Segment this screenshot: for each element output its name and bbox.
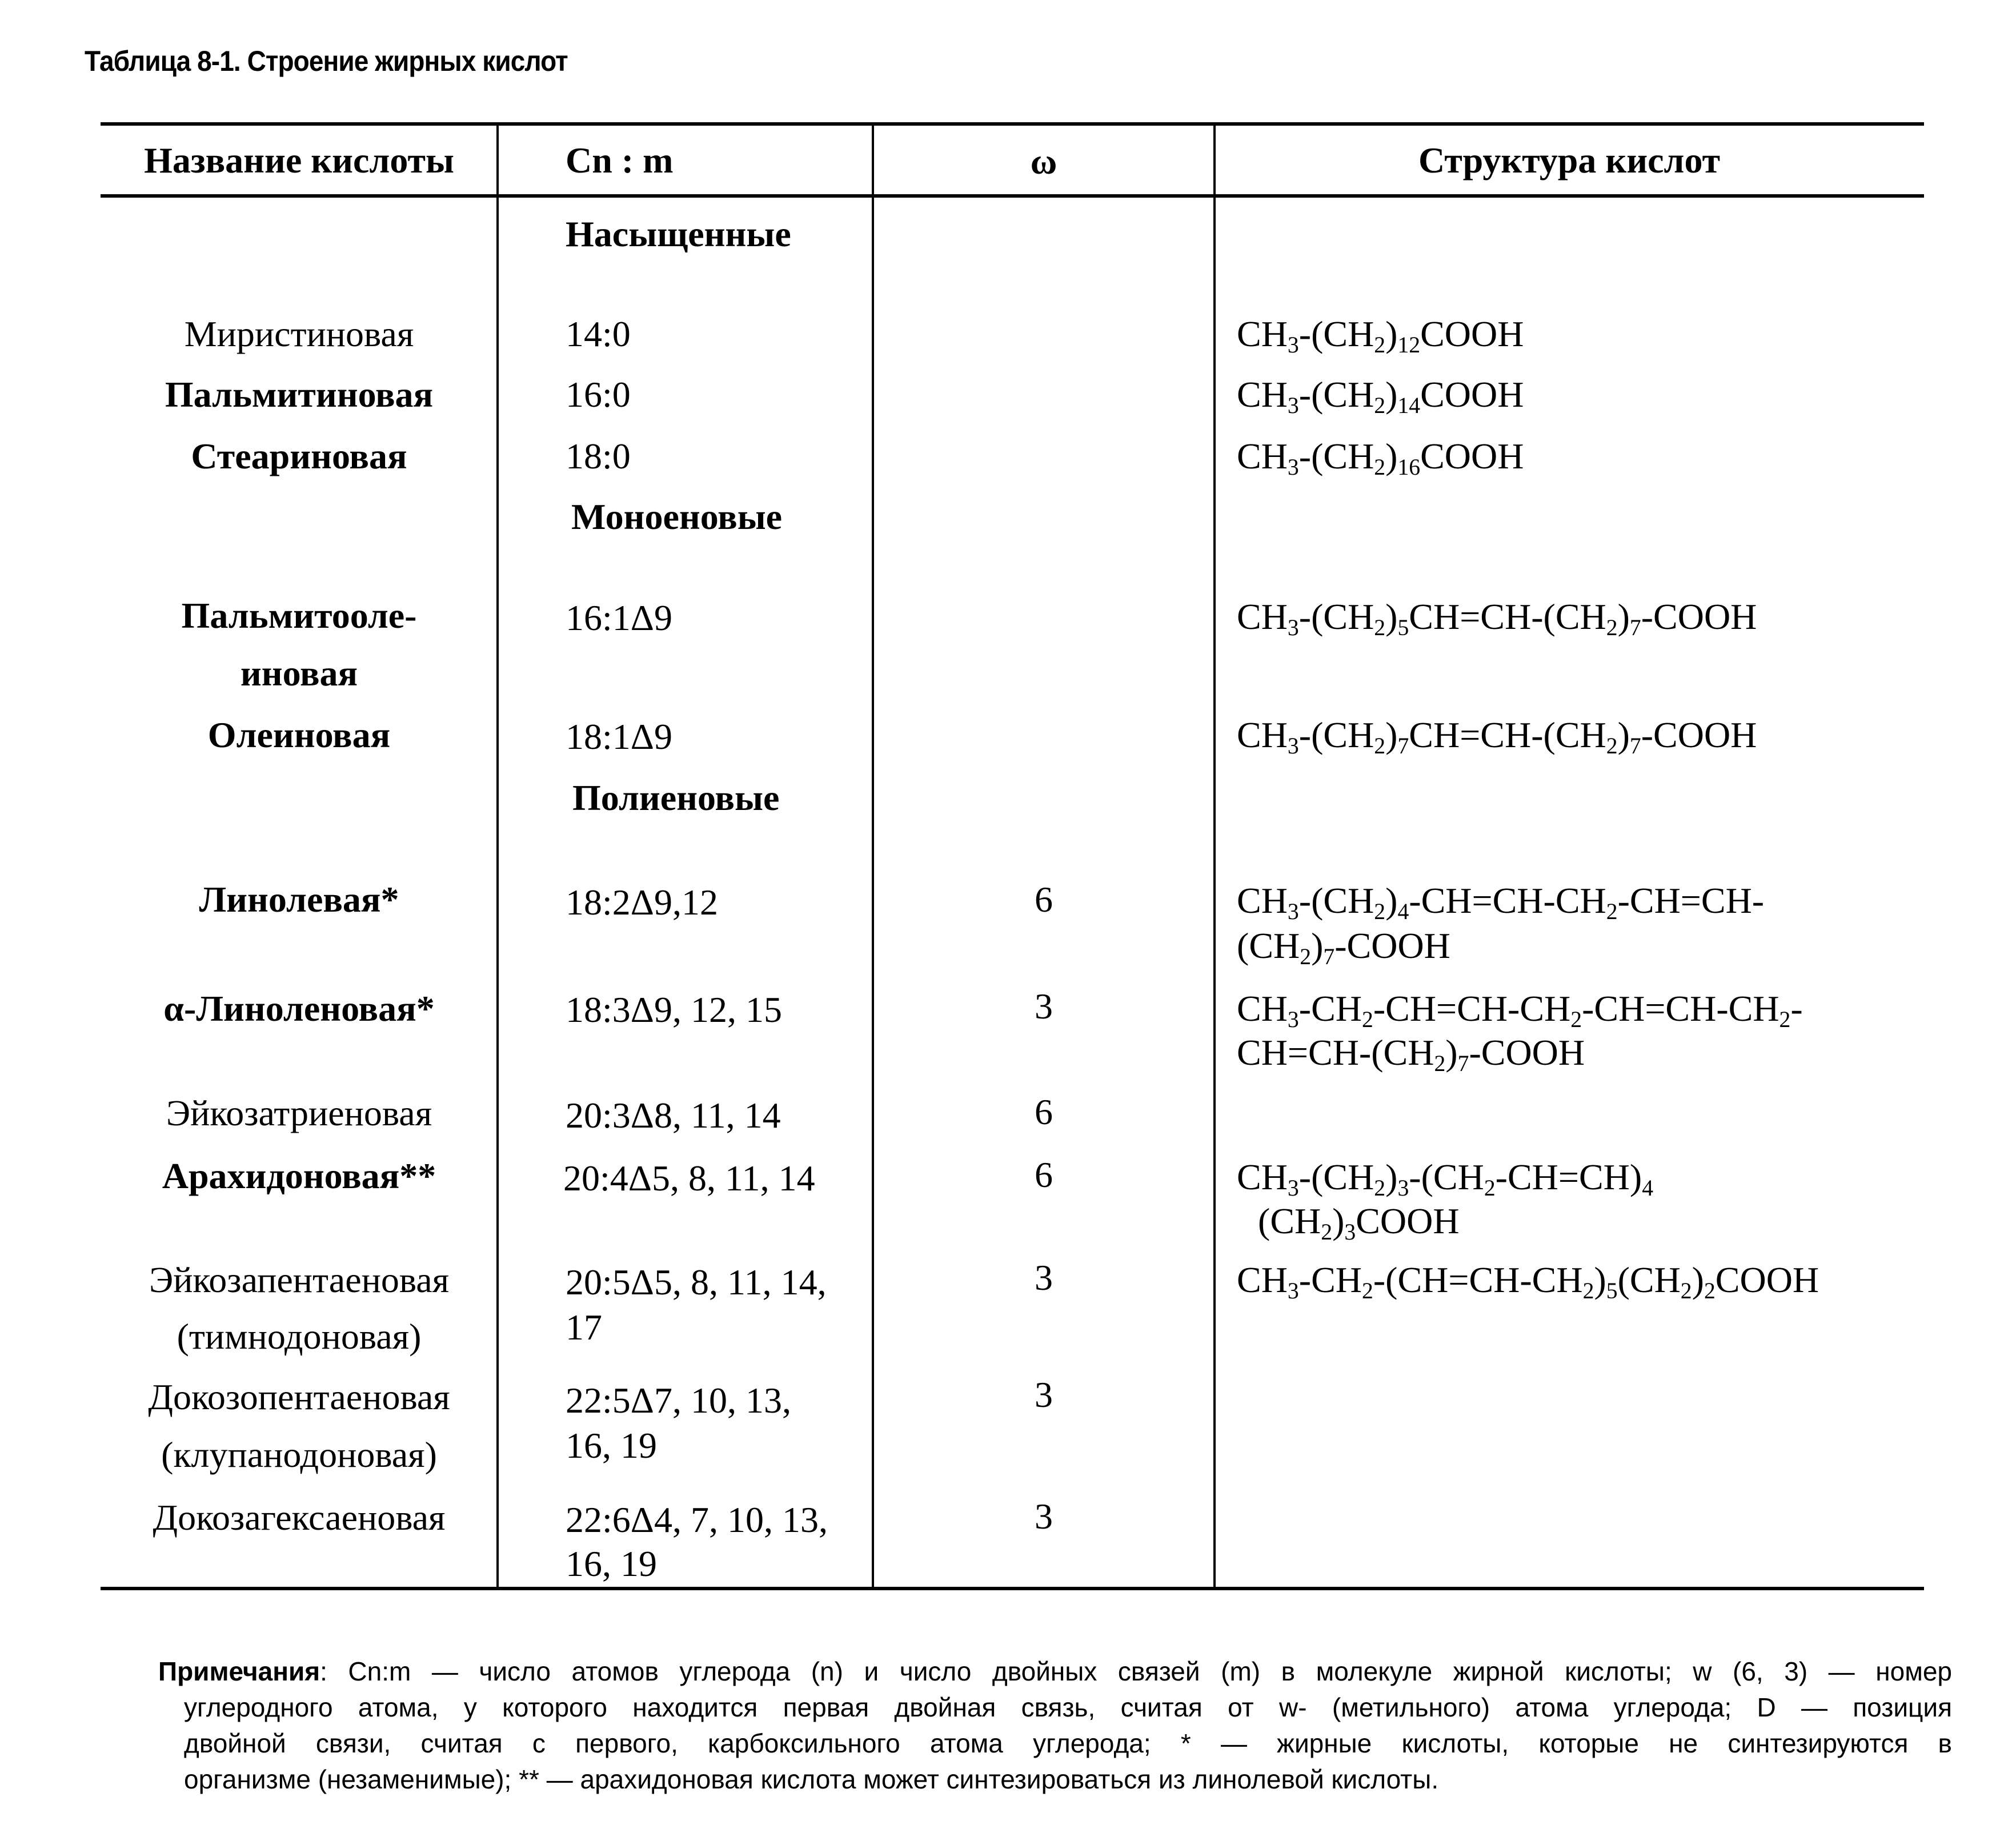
formula-text: -CH=CH-CH <box>1409 880 1606 921</box>
acid-cnm: 20:3Δ8, 11, 14 <box>566 1095 781 1136</box>
formula-text: CH <box>1237 596 1288 637</box>
formula-text: ) <box>1594 1260 1606 1300</box>
group-saturated: Насыщенные <box>566 214 791 254</box>
formula-subscript: 7 <box>1323 944 1335 970</box>
acid-structure-line2 <box>1237 1032 1585 1077</box>
formula-subscript: 4 <box>1642 1176 1654 1201</box>
formula-text: -CH <box>1298 1260 1362 1300</box>
acid-cnm: 14:0 <box>566 314 631 354</box>
acid-structure <box>1237 374 1524 419</box>
formula-subscript: 3 <box>1287 455 1299 480</box>
formula-text: ) <box>1385 374 1398 415</box>
acid-structure-line1 <box>1237 880 1765 925</box>
formula-subscript: 3 <box>1287 1007 1299 1033</box>
formula-subscript: 14 <box>1397 393 1421 419</box>
formula-text: ) <box>1385 436 1398 476</box>
formula-text: ) <box>1385 1157 1398 1197</box>
acid-cnm-line1: 22:6Δ4, 7, 10, 13, <box>566 1499 828 1540</box>
formula-subscript: 3 <box>1397 1176 1409 1201</box>
acid-structure <box>1237 314 1524 358</box>
acid-name: Арахидоновая** <box>162 1156 436 1196</box>
formula-text: -(CH=CH-CH <box>1373 1260 1583 1300</box>
formula-subscript: 2 <box>1434 1051 1446 1077</box>
formula-text: -(CH <box>1409 1157 1484 1197</box>
acid-cnm-line1: 22:5Δ7, 10, 13, <box>566 1380 791 1421</box>
acid-structure <box>1237 1260 1819 1304</box>
formula-text: -COOH <box>1641 715 1757 755</box>
formula-text: -(CH <box>1298 436 1374 476</box>
acid-cnm: 20:4Δ5, 8, 11, 14 <box>563 1158 815 1198</box>
formula-subscript: 2 <box>1570 1007 1582 1033</box>
group-monoene: Моноеновые <box>571 496 783 537</box>
formula-text: CH <box>1237 374 1288 415</box>
formula-text: -COOH <box>1334 925 1450 966</box>
formula-subscript: 3 <box>1287 1176 1299 1201</box>
formula-subscript: 3 <box>1287 332 1299 358</box>
acid-omega: 6 <box>1035 879 1053 920</box>
formula-text: -(CH <box>1298 596 1374 637</box>
formula-subscript: 3 <box>1287 733 1299 759</box>
formula-subscript: 2 <box>1779 1007 1791 1033</box>
formula-subscript: 2 <box>1606 615 1618 641</box>
formula-subscript: 3 <box>1344 1220 1356 1245</box>
header-cn-m: Cn : m <box>566 140 674 181</box>
formula-text: ) <box>1385 715 1398 755</box>
formula-text: -CH=CH-CH <box>1582 988 1779 1029</box>
acid-omega: 3 <box>1035 1496 1053 1537</box>
acid-omega: 6 <box>1035 1092 1053 1132</box>
acid-name: Докозагексаеновая <box>153 1497 446 1538</box>
acid-cnm-line1: 20:5Δ5, 8, 11, 14, <box>566 1262 827 1302</box>
notes-label: Примечания <box>158 1657 320 1686</box>
formula-subscript: 16 <box>1397 455 1421 480</box>
formula-text: CH=CH-(CH <box>1409 715 1606 755</box>
acid-name: Стеариновая <box>191 436 407 476</box>
formula-text: CH <box>1237 314 1288 354</box>
formula-text: COOH <box>1420 314 1524 354</box>
formula-subscript: 2 <box>1374 393 1386 419</box>
acid-cnm-line2: 17 <box>566 1307 602 1347</box>
formula-text: ) <box>1385 314 1398 354</box>
acid-name-line1: Пальмитооле- <box>181 595 417 636</box>
acid-name-line1: Эйкозапентаеновая <box>149 1260 450 1300</box>
formula-subscript: 3 <box>1287 615 1299 641</box>
acid-cnm-line2: 16, 19 <box>566 1543 657 1584</box>
formula-subscript: 2 <box>1374 615 1386 641</box>
formula-text: -CH=CH-CH <box>1373 988 1571 1029</box>
formula-subscript: 3 <box>1287 1278 1299 1304</box>
acid-name: α-Линоленовая* <box>163 988 435 1029</box>
formula-subscript: 5 <box>1397 615 1409 641</box>
formula-subscript: 2 <box>1374 455 1386 480</box>
formula-subscript: 2 <box>1361 1007 1373 1033</box>
formula-subscript: 2 <box>1582 1278 1594 1304</box>
formula-subscript: 3 <box>1287 393 1299 419</box>
acid-omega: 6 <box>1035 1154 1053 1195</box>
header-structure: Структура кислот <box>1418 140 1721 181</box>
header-bottom-rule <box>101 194 1924 198</box>
acid-name-line2: (тимнодоновая) <box>177 1316 422 1357</box>
formula-text: (CH <box>1237 925 1300 966</box>
formula-subscript: 2 <box>1374 733 1386 759</box>
acid-name: Миристиновая <box>184 314 414 354</box>
formula-text: -(CH <box>1298 314 1374 354</box>
formula-text: -COOH <box>1641 596 1757 637</box>
acid-name-line1: Докозопентаеновая <box>148 1377 450 1417</box>
formula-text: CH <box>1237 715 1288 755</box>
acid-name: Олеиновая <box>207 715 391 755</box>
notes-text: : Cn:m — число атомов углерода (n) и число двойных связей (m) в молекуле жирной кислоты; w (6, 3) — номер <box>320 1657 1952 1686</box>
formula-text: COOH <box>1420 436 1524 476</box>
formula-text: COOH <box>1715 1260 1819 1300</box>
acid-cnm: 18:0 <box>566 436 631 476</box>
acid-name-line2: иновая <box>240 653 358 693</box>
formula-text: ) <box>1311 925 1324 966</box>
formula-text: -(CH <box>1298 715 1374 755</box>
table-caption: Таблица 8-1. Строение жирных кислот <box>85 45 568 77</box>
acid-cnm: 18:1Δ9 <box>566 716 672 757</box>
acid-structure-line1 <box>1237 988 1803 1033</box>
formula-text: (CH <box>1258 1201 1321 1241</box>
acid-cnm: 16:0 <box>566 374 631 415</box>
acid-structure-line2 <box>1237 925 1450 970</box>
formula-subscript: 2 <box>1606 899 1618 925</box>
formula-subscript: 7 <box>1457 1051 1469 1077</box>
column-divider-2 <box>872 123 874 1590</box>
column-divider-3 <box>1213 123 1216 1590</box>
formula-text: ) <box>1445 1032 1458 1073</box>
formula-text: COOH <box>1356 1201 1460 1241</box>
formula-text: CH <box>1237 1157 1288 1197</box>
notes-line-3: двойной связи, считая с первого, карбоксильного атома углерода; * — жирные кислоты, которые не синтезируются в <box>184 1728 1952 1758</box>
formula-subscript: 2 <box>1321 1220 1333 1245</box>
formula-text: -COOH <box>1469 1032 1585 1073</box>
formula-text: CH <box>1237 436 1288 476</box>
formula-text: CH <box>1237 1260 1288 1300</box>
formula-subscript: 2 <box>1300 944 1312 970</box>
acid-cnm-line2: 16, 19 <box>566 1425 657 1466</box>
notes-line-4: организме (незаменимые); ** — арахидоновая кислота может синтезироваться из линолевой кислоты. <box>184 1764 1439 1794</box>
formula-subscript: 7 <box>1397 733 1409 759</box>
table-bottom-rule <box>101 1587 1924 1590</box>
table-notes <box>158 1654 1952 1798</box>
formula-text: ) <box>1617 596 1630 637</box>
notes-line-2: углеродного атома, у которого находится первая двойная связь, считая от w- (метильного) атома углерода; D — позиция <box>184 1692 1952 1722</box>
acid-omega: 3 <box>1035 986 1053 1026</box>
acid-structure <box>1237 596 1757 641</box>
formula-text: -(CH <box>1298 880 1374 921</box>
formula-subscript: 7 <box>1629 615 1641 641</box>
acid-omega: 3 <box>1035 1374 1053 1415</box>
formula-subscript: 2 <box>1606 733 1618 759</box>
formula-subscript: 2 <box>1680 1278 1692 1304</box>
formula-text: ) <box>1617 715 1630 755</box>
formula-subscript: 2 <box>1361 1278 1373 1304</box>
header-acid-name: Название кислоты <box>144 140 454 181</box>
group-polyene: Полиеновые <box>572 777 780 818</box>
formula-text: CH <box>1237 880 1288 921</box>
formula-subscript: 3 <box>1287 899 1299 925</box>
header-omega: ω <box>1030 141 1057 182</box>
formula-subscript: 2 <box>1374 1176 1386 1201</box>
formula-text: COOH <box>1420 374 1524 415</box>
acid-name: Линолевая* <box>199 879 399 920</box>
formula-text: -(CH <box>1298 1157 1374 1197</box>
formula-text: ) <box>1692 1260 1704 1300</box>
acid-name: Эйкозатриеновая <box>166 1093 432 1133</box>
formula-text: - <box>1790 988 1803 1029</box>
formula-text: -CH=CH- <box>1617 880 1765 921</box>
acid-omega: 3 <box>1035 1257 1053 1298</box>
formula-subscript: 2 <box>1484 1176 1496 1201</box>
formula-subscript: 12 <box>1397 332 1421 358</box>
formula-text: -CH <box>1298 988 1362 1029</box>
acid-cnm: 18:3Δ9, 12, 15 <box>566 989 782 1030</box>
acid-structure-line1 <box>1237 1157 1654 1201</box>
formula-text: CH=CH-(CH <box>1409 596 1606 637</box>
formula-text: ) <box>1385 880 1398 921</box>
formula-subscript: 4 <box>1397 899 1409 925</box>
formula-text: ) <box>1385 596 1398 637</box>
acid-name-line2: (клупанодоновая) <box>161 1434 437 1475</box>
formula-subscript: 5 <box>1606 1278 1618 1304</box>
table-top-rule <box>101 122 1924 126</box>
formula-subscript: 2 <box>1374 899 1386 925</box>
formula-text: ) <box>1332 1201 1345 1241</box>
formula-subscript: 7 <box>1629 733 1641 759</box>
acid-cnm: 16:1Δ9 <box>566 597 672 638</box>
acid-structure <box>1237 436 1524 480</box>
formula-text: CH <box>1237 988 1288 1029</box>
acid-cnm: 18:2Δ9,12 <box>566 882 718 922</box>
formula-text: -(CH <box>1298 374 1374 415</box>
formula-subscript: 2 <box>1374 332 1386 358</box>
formula-text: -CH=CH) <box>1495 1157 1642 1197</box>
formula-text: (CH <box>1617 1260 1681 1300</box>
acid-name: Пальмитиновая <box>165 374 434 415</box>
acid-structure-line2 <box>1258 1201 1460 1245</box>
formula-subscript: 2 <box>1704 1278 1716 1304</box>
acid-structure <box>1237 715 1757 759</box>
notes-line-1 <box>158 1654 1952 1690</box>
formula-text: CH=CH-(CH <box>1237 1032 1434 1073</box>
